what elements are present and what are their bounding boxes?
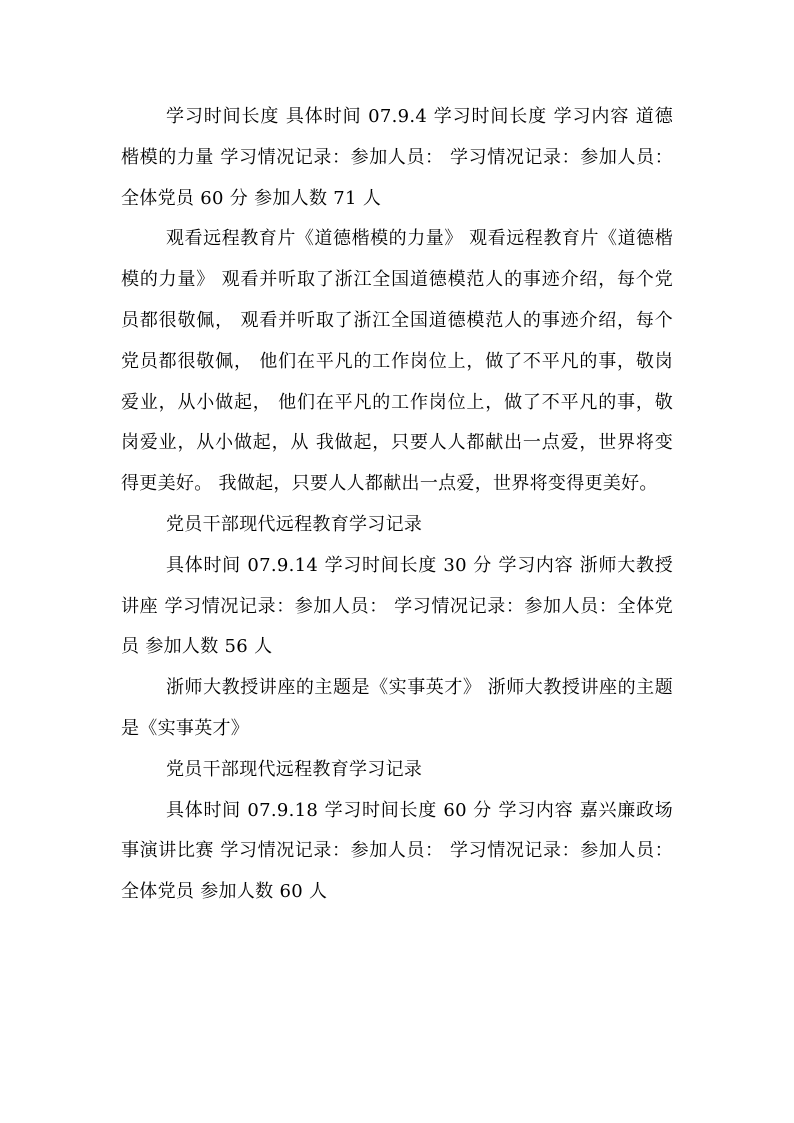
document-page [121,97,673,913]
record-3-heading: 党员干部现代远程教育学习记录 [166,758,423,780]
record-1-summary: 观看远程教育片《道德楷模的力量》 观看远程教育片《道德楷模的力量》 观看并听取了浙江全国道德模范人的事迹介绍，每个党员都很敬佩， 观看并听取了浙江全国道德模范人的事迹介绍，每个党员都很敬佩， 他们在平凡的工作岗位上，做了不平凡的事，敬岗爱业，从小做起， 他们在平凡的工作岗位上，做了不平凡的事，敬岗爱业，从小做起，从 我做起，只要人人都献出一点爱，世界将变得更美好。 我做起，只要人人都献出一点爱，世界将变得更美好。 [121,228,673,495]
record-2-heading: 党员干部现代远程教育学习记录 [166,513,423,535]
record-3-details: 具体时间 07.9.18 学习时间长度 60 分 学习内容 嘉兴廉政场事演讲比赛 学习情况记录：参加人员： 学习情况记录：参加人员：全体党员 参加人数 60 人 [121,799,673,903]
record-2-summary: 浙师大教授讲座的主题是《实事英才》 浙师大教授讲座的主题是《实事英才》 [121,677,673,739]
record-1-details: 学习时间长度 具体时间 07.9.4 学习时间长度 学习内容 道德楷模的力量 学习情况记录：参加人员： 学习情况记录：参加人员：全体党员 60 分 参加人数 71 人 [121,106,673,209]
record-2-details: 具体时间 07.9.14 学习时间长度 30 分 学习内容 浙师大教授讲座 学习情况记录：参加人员： 学习情况记录：参加人员：全体党员 参加人数 56 人 [121,554,673,658]
